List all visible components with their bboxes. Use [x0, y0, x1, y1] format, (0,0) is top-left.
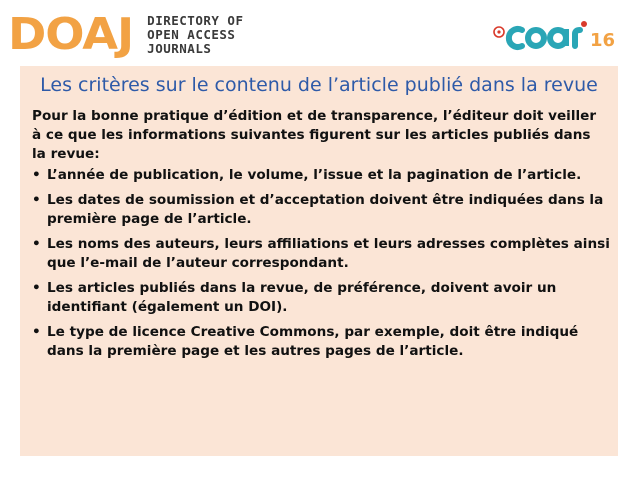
bullet-icon: • — [32, 236, 41, 252]
content-box — [20, 66, 618, 456]
coar-logo — [492, 16, 622, 56]
list-item-text: L’année de publication, le volume, l’issue et la pagination de l’article. — [47, 167, 582, 183]
intro-paragraph: Pour la bonne pratique d’édition et de transparence, l’éditeur doit veiller à ce que les informations suivantes figurent sur les articles publiés dans la revue: — [32, 108, 597, 162]
list-item — [32, 191, 610, 229]
bullet-icon: • — [32, 192, 41, 208]
list-item — [32, 166, 610, 185]
coar-letter-r-icon — [575, 30, 580, 46]
list-item-text: Le type de licence Creative Commons, par exemple, doit être indiqué dans la première page et les autres pages de l’article. — [47, 324, 579, 359]
list-item-text: Les articles publiés dans la revue, de préférence, doivent avoir un identifiant (également un DOI). — [47, 280, 557, 315]
slide-title: Les critères sur le contenu de l’article publié dans la revue — [40, 74, 598, 96]
doaj-tagline-line: JOURNALS — [147, 41, 212, 56]
coar-year-icon: 16 — [590, 30, 616, 51]
list-item-text: Les dates de soumission et d’acceptation doivent être indiquées dans la première page de l’article. — [47, 192, 604, 227]
bullet-icon: • — [32, 280, 41, 296]
list-item-text: Les noms des auteurs, leurs affiliations et leurs adresses complètes ainsi que l’e-mail de l’auteur correspondant. — [47, 236, 610, 271]
coar-letter-c-icon — [509, 29, 522, 47]
bullet-icon: • — [32, 167, 41, 183]
list-item — [32, 235, 610, 273]
doaj-tagline — [147, 14, 243, 56]
doaj-logo — [8, 10, 243, 60]
bullet-icon: • — [32, 324, 41, 340]
list-item — [32, 323, 610, 361]
coar-dot-icon — [581, 21, 587, 27]
coar-letter-o-icon — [528, 30, 544, 46]
doaj-tagline-line: OPEN ACCESS — [147, 27, 236, 42]
list-item — [32, 279, 610, 317]
criteria-list — [32, 166, 610, 361]
doaj-tagline-line: DIRECTORY OF — [147, 13, 244, 28]
logo-divider — [137, 13, 139, 57]
doaj-wordmark: DOAJ — [8, 9, 134, 60]
